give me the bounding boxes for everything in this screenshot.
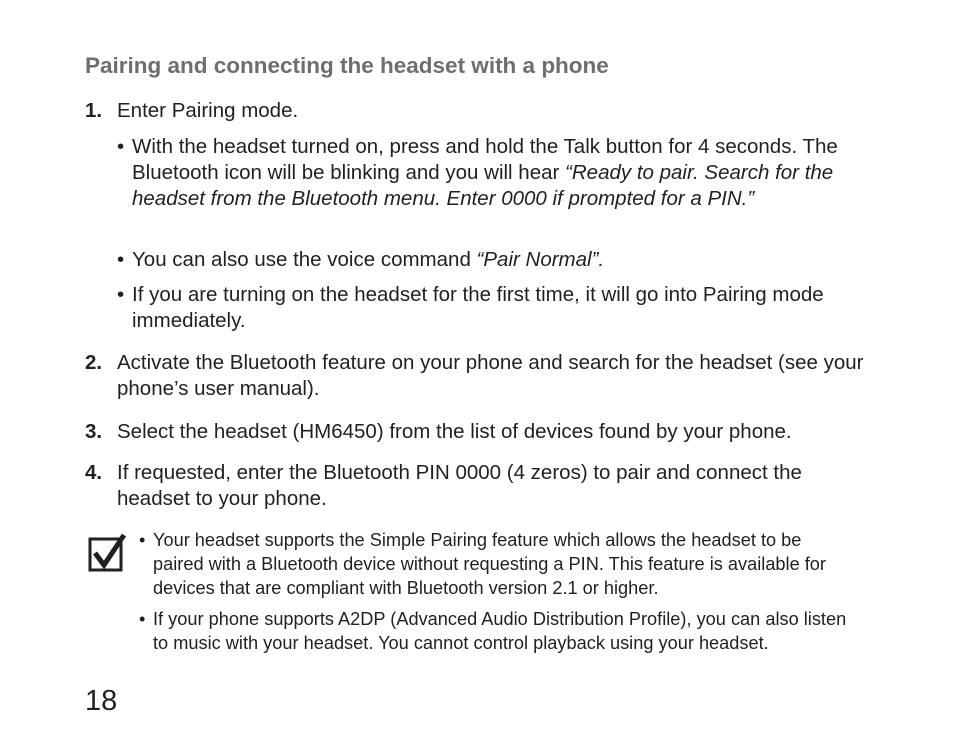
quoted-prompt: “Ready to pair. Search for the headset from the Bluetooth menu. Enter 0000 if prompted for a PIN.”	[132, 161, 834, 210]
step-number: 2.	[85, 351, 103, 374]
step-number: 1.	[85, 99, 103, 122]
bullet-dot: •	[117, 135, 125, 158]
step-text: Select the headset (HM6450) from the list of devices found by your phone.	[117, 420, 792, 443]
bullet-text: With the headset turned on, press and hold the Talk button for 4 seconds. The Bluetooth icon will be blinking and you will hear “Ready to pair. Search for the headset from the Bluetooth menu. Enter 0000 if prompted for a PIN.”	[132, 135, 838, 210]
step-number: 3.	[85, 420, 103, 443]
checkbox-check-icon	[87, 531, 127, 573]
note-text: If your phone supports A2DP (Advanced Audio Distribution Profile), you can also listen to music with your headset. You cannot control playback using your headset.	[153, 609, 847, 653]
note-text: Your headset supports the Simple Pairing feature which allows the headset to be paired with a Bluetooth device without requesting a PIN. This feature is available for devices that are compliant with Bluetooth version 2.1 or higher.	[153, 530, 826, 598]
bullet-dot: •	[117, 248, 125, 271]
bullet-dot: •	[139, 530, 146, 550]
step-text: If requested, enter the Bluetooth PIN 0000 (4 zeros) to pair and connect the headset to your phone.	[117, 461, 802, 510]
page-title: Pairing and connecting the headset with a phone	[85, 53, 609, 78]
bullet-text: If you are turning on the headset for the first time, it will go into Pairing mode immediately.	[132, 283, 824, 332]
bullet-dot: •	[117, 283, 125, 306]
bullet-text: You can also use the voice command “Pair Normal”.	[132, 248, 605, 271]
step-text: Enter Pairing mode.	[117, 99, 299, 122]
page-number: 18	[85, 685, 118, 717]
voice-command: “Pair Normal”.	[476, 248, 605, 271]
bullet-dot: •	[139, 609, 146, 629]
step-number: 4.	[85, 461, 103, 484]
step-text: Activate the Bluetooth feature on your phone and search for the headset (see your phone’s user manual).	[117, 351, 864, 400]
